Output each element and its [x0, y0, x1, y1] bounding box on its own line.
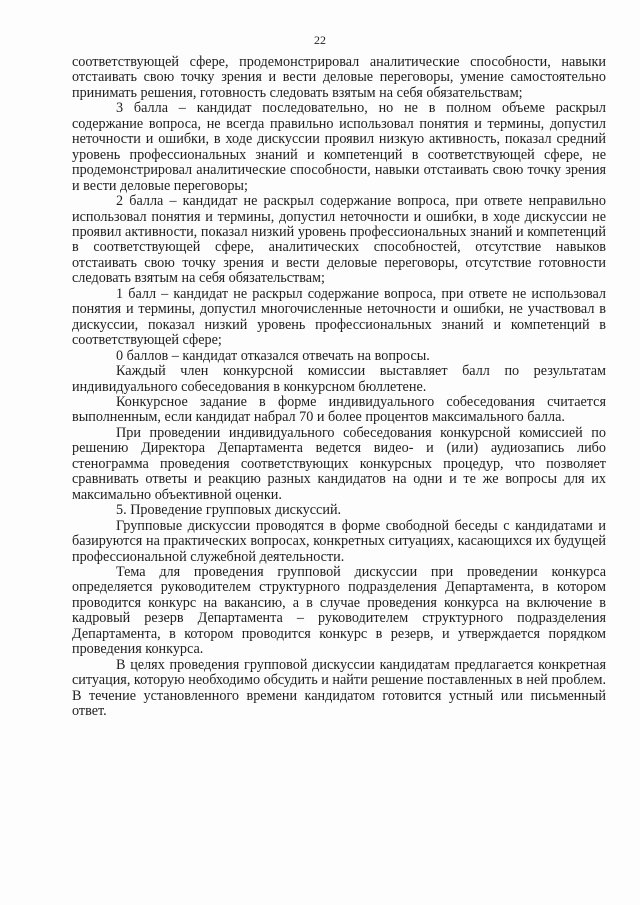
paragraph-score-1: 1 балл – кандидат не раскрыл содержание вопроса, при ответе не использовал понятия и термины, допустил многочисленные неточности и ошибки, не участвовал в дискуссии, показал низкий уровень профессиональных знаний и компетенций в соответствующей сфере; — [72, 285, 606, 349]
paragraph-score-2: 2 балла – кандидат не раскрыл содержание вопроса, при ответе неправильно использовал понятия и термины, допустил неточности и ошибки, в ходе дискуссии не проявил активности, показал низкий уровень профессиональных знаний и компетенций в соответствующей сфере, аналитических способностей, отсутствие навыков отстаивать свою точку зрения и вести деловые переговоры, отсутствие готовности следовать взятым на себя обязательствам; — [72, 193, 606, 287]
paragraph-group-discussions-form: Групповые дискуссии проводятся в форме свободной беседы с кандидатами и базируются на практических вопросах, конкретных ситуациях, касающихся их будущей профессиональной служебной деятельности. — [72, 517, 606, 565]
document-body — [72, 55, 606, 719]
section-heading-group-discussions: 5. Проведение групповых дискуссий. — [116, 502, 342, 519]
paragraph-1-continuation: соответствующей сфере, продемонстрировал аналитические способности, навыки отстаивать свою точку зрения и вести деловые переговоры, умение самостоятельно принимать решения, готовность следовать взятым на себя обязательствам; — [72, 54, 606, 101]
paragraph-commission-ballot: Каждый член конкурсной комиссии выставляет балл по результатам индивидуального собеседования в конкурсном бюллетене. — [72, 363, 606, 395]
paragraph-task-completed: Конкурсное задание в форме индивидуального собеседования считается выполненным, если кандидат набрал 70 и более процентов максимального балла. — [72, 393, 606, 426]
paragraph-score-0: 0 баллов – кандидат отказался отвечать на вопросы. — [116, 347, 430, 364]
page-number: 22 — [314, 33, 326, 47]
paragraph-video-recording: При проведении индивидуального собеседования конкурсной комиссией по решению Директора Департамента ведется видео- и (или) аудиозапись либо стенограмма проведения соответствующих конкурсных процедур, что позволяет сравнивать ответы и реакцию разных кандидатов на одни и те же вопросы для их максимально объективной оценки. — [72, 424, 606, 503]
paragraph-discussion-situation: В целях проведения групповой дискуссии кандидатам предлагается конкретная ситуация, которую необходимо обсудить и найти решение поставленных в ней проблем. В течение установленного времени кандидатом готовится устный или письменный ответ. — [72, 656, 606, 720]
paragraph-discussion-topic: Тема для проведения групповой дискуссии при проведении конкурса определяется руководителем структурного подразделения Департамента, в котором проводится конкурс на вакансию, а в случае проведения конкурса на включение в кадровый резерв Департамента – руководителем структурного подразделения Департамента, в котором проводится конкурс в резерв, и утверждается порядком проведения конкурса. — [72, 563, 606, 658]
paragraph-score-3: 3 балла – кандидат последовательно, но не в полном объеме раскрыл содержание вопроса, не всегда правильно использовал понятия и термины, допустил неточности и ошибки, в ходе дискуссии проявил низкую активность, показал средний уровень профессиональных знаний и компетенций в соответствующей сфере, не продемонстрировал аналитические способности, навыки отстаивать свою точку зрения и вести деловые переговоры; — [72, 100, 606, 194]
